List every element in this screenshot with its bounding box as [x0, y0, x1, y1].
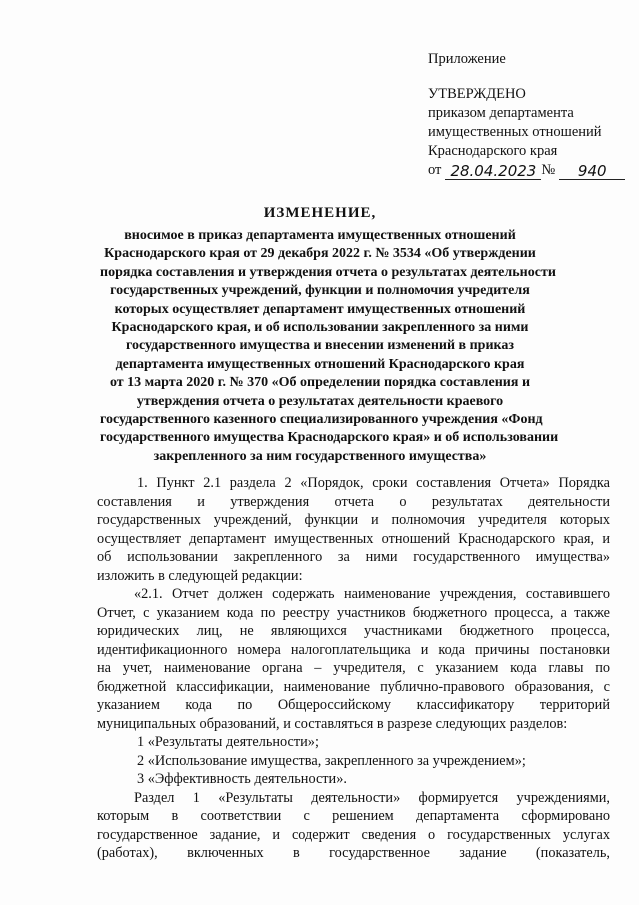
body-line: 1 «Результаты деятельности»; [137, 734, 319, 750]
body-line: (работах), включенных в государственное задание (показатель, [97, 845, 610, 861]
body-line: 1. Пункт 2.1 раздела 2 «Порядок, сроки составления Отчета» Порядка [137, 475, 610, 491]
document-heading [100, 227, 559, 466]
date-prefix: от [428, 162, 442, 178]
heading-line: которых осуществляет департамент имущественных отношений [114, 301, 526, 317]
heading-line: государственного имущества и внесении изменений в приказ [125, 338, 515, 354]
body-line: бюджетной классификации, наименование публично-правового образования, с [97, 678, 610, 695]
body-line: государственных учреждений, функции и полномочия учредителя которых [97, 512, 610, 528]
body-line: 2 «Использование имущества, закрепленного за учреждением»; [137, 752, 526, 769]
body-line: осуществляет департамент имущественных отношений Краснодарского края, и [97, 530, 610, 547]
body-line: изложить в следующей редакции: [97, 567, 303, 584]
body-line: Раздел 1 «Результаты деятельности» формируется учреждениями, [134, 789, 610, 806]
heading-line: государственного казенного специализированного учреждения «Фонд [100, 412, 543, 428]
body-line: 3 «Эффективность деятельности». [137, 771, 347, 787]
document-body [97, 474, 610, 863]
body-line: идентификационного номера налогоплательщика и кода причины постановки [97, 641, 610, 658]
heading-line: государственного имущества Краснодарского края» и об использовании [100, 430, 559, 446]
heading-line: от 13 марта 2020 г. № 370 «Об определении порядка составления и [109, 375, 531, 391]
body-line: которым в соответствии с решением департамента сформировано [97, 808, 610, 824]
body-line: Отчет, с указанием кода по реестру участников бюджетного процесса, а также [97, 604, 610, 621]
number-prefix: № [541, 162, 556, 178]
heading-line: утверждения отчета о результатах деятельности краевого [136, 393, 504, 409]
heading-line: Краснодарского края от 29 декабря 2022 г. № 3534 «Об утверждении [104, 246, 536, 262]
body-line: государственное задание, и содержит сведения о государственных услугах [97, 826, 610, 843]
body-line: составления и утверждения отчета о результатах деятельности [97, 493, 610, 510]
approval-line-2: имущественных отношений [428, 124, 602, 140]
body-line: об использовании закрепленного за ними государственного имущества» [97, 549, 610, 565]
body-line: муниципальных образований, и составляться в разрезе следующих разделов: [97, 715, 568, 732]
heading-line: закрепленного за ним государственного имущества» [153, 448, 487, 464]
heading-line: порядка составления и утверждения отчета о результатах деятельности [100, 264, 556, 280]
heading-line: Краснодарского края, и об использовании закрепленного за ними [111, 320, 529, 336]
appendix-label: Приложение [428, 51, 506, 67]
approval-line-1: приказом департамента [428, 105, 574, 121]
approved-label: УТВЕРЖДЕНО [428, 86, 526, 102]
handwritten-number: 940 [559, 163, 625, 180]
body-line: указанием кода по Общероссийскому классификатору территорий [97, 697, 610, 713]
heading-line: вносимое в приказ департамента имущественных отношений [124, 228, 516, 243]
approval-date-row [428, 161, 625, 180]
body-line: на учет, наименование органа – учредителя, с указанием кода главы по [97, 660, 610, 676]
approval-line-3: Краснодарского края [428, 143, 558, 159]
heading-line: государственных учреждений, функции и полномочия учредителя [110, 283, 530, 299]
body-line: юридических лиц, не являющихся участниками бюджетного процесса, [97, 623, 610, 639]
heading-line: департамента имущественных отношений Краснодарского края [115, 356, 525, 372]
body-line: «2.1. Отчет должен содержать наименование учреждения, составившего [134, 586, 610, 602]
document-title: ИЗМЕНЕНИЕ, [263, 205, 377, 221]
handwritten-date: 28.04.2023 [445, 163, 541, 180]
approval-block [428, 50, 625, 180]
